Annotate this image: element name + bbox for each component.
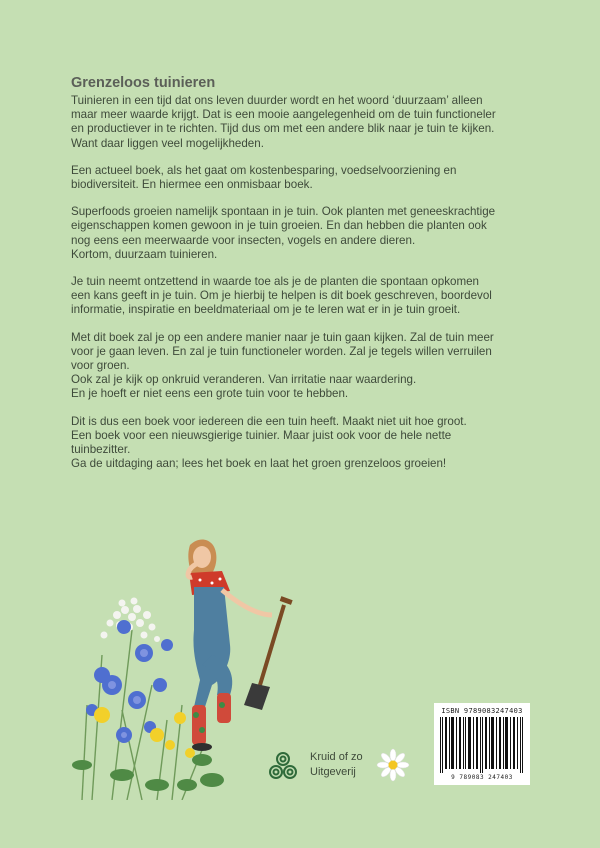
paragraph-4 <box>71 275 541 318</box>
text-line: eigenschappen komen gewoon in je tuin groeien. En dan hebben die planten ook <box>71 219 487 233</box>
isbn-barcode <box>434 703 530 785</box>
publisher-name <box>310 750 363 780</box>
back-cover-text <box>71 75 541 484</box>
text-line: Superfoods groeien namelijk spontaan in je tuin. Ook planten met geneeskrachtige <box>71 205 496 219</box>
text-line: informatie, inspiratie en beeldmateriaal om je te leren wat er in je tuin groeit. <box>71 303 461 317</box>
text-line: Kortom, duurzaam tuinieren. <box>71 247 218 261</box>
daisy-icon <box>376 748 410 782</box>
paragraph-2 <box>71 164 541 192</box>
text-line: maar meer waarde krijgt. Dat is een mooie aangelegenheid om de tuin functioneler <box>71 108 496 122</box>
text-line: Want daar liggen veel mogelijkheden. <box>71 136 264 150</box>
barcode-digits: 9 789083 247403 <box>451 774 513 781</box>
text-line: Ook zal je kijk op onkruid veranderen. Van irritatie naar waardering. <box>71 373 417 387</box>
text-line: Een actueel boek, als het gaat om kostenbesparing, voedselvoorziening en <box>71 163 457 177</box>
text-line: Je tuin neemt ontzettend in waarde toe als je de planten die spontaan opkomen <box>71 275 479 289</box>
paragraph-5 <box>71 331 541 402</box>
text-line: en productiever in te richten. Tijd dus om met een andere blik naar je tuin te kijken. <box>71 122 495 136</box>
gardener <box>188 539 293 751</box>
text-line: En je hoeft er niet eens een grote tuin voor te hebben. <box>71 387 349 401</box>
publisher-line-2: Uitgeverij <box>310 766 356 778</box>
buttercups <box>94 707 195 758</box>
text-line: voor je gaan leven. En zal je tuin functioneler worden. Zal je tegels willen verruilen <box>71 344 492 358</box>
barcode-icon <box>438 717 526 773</box>
text-line: nog eens een meerwaarde voor insecten, vogels en andere dieren. <box>71 233 416 247</box>
publisher-block <box>268 748 408 788</box>
book-title: Grenzeloos tuinieren <box>71 75 216 91</box>
paragraph-3 <box>71 205 541 262</box>
text-line: Tuinieren in een tijd dat ons leven duurder wordt en het woord ‘duurzaam’ alleen <box>71 94 483 107</box>
yarrow-flowers <box>101 598 161 643</box>
cornflowers <box>86 620 173 743</box>
text-line: biodiversiteit. En hiermee een onmisbaar boek. <box>71 178 313 192</box>
text-line: voor groen. <box>71 359 130 373</box>
paragraph-1 <box>71 94 541 151</box>
gardener-illustration <box>62 535 302 800</box>
triskele-logo-icon <box>268 751 298 781</box>
paragraph-6 <box>71 415 541 472</box>
text-line: Een boek voor een nieuwsgierige tuinier. Maar juist ook voor de hele nette <box>71 428 452 442</box>
text-line: een kans geeft in je tuin. Om je hierbij te helpen is dit boek geschreven, boordevol <box>71 289 492 303</box>
publisher-line-1: Kruid of zo <box>310 751 363 763</box>
text-line: tuinbezitter. <box>71 443 131 457</box>
text-line: Met dit boek zal je op een andere manier naar je tuin gaan kijken. Zal de tuin meer <box>71 330 494 344</box>
isbn-label: ISBN 9789083247403 <box>441 707 523 715</box>
text-line: Dit is dus een boek voor iedereen die een tuin heeft. Maakt niet uit hoe groot. <box>71 414 467 428</box>
text-line: Ga de uitdaging aan; lees het boek en laat het groen grenzeloos groeien! <box>71 457 447 471</box>
